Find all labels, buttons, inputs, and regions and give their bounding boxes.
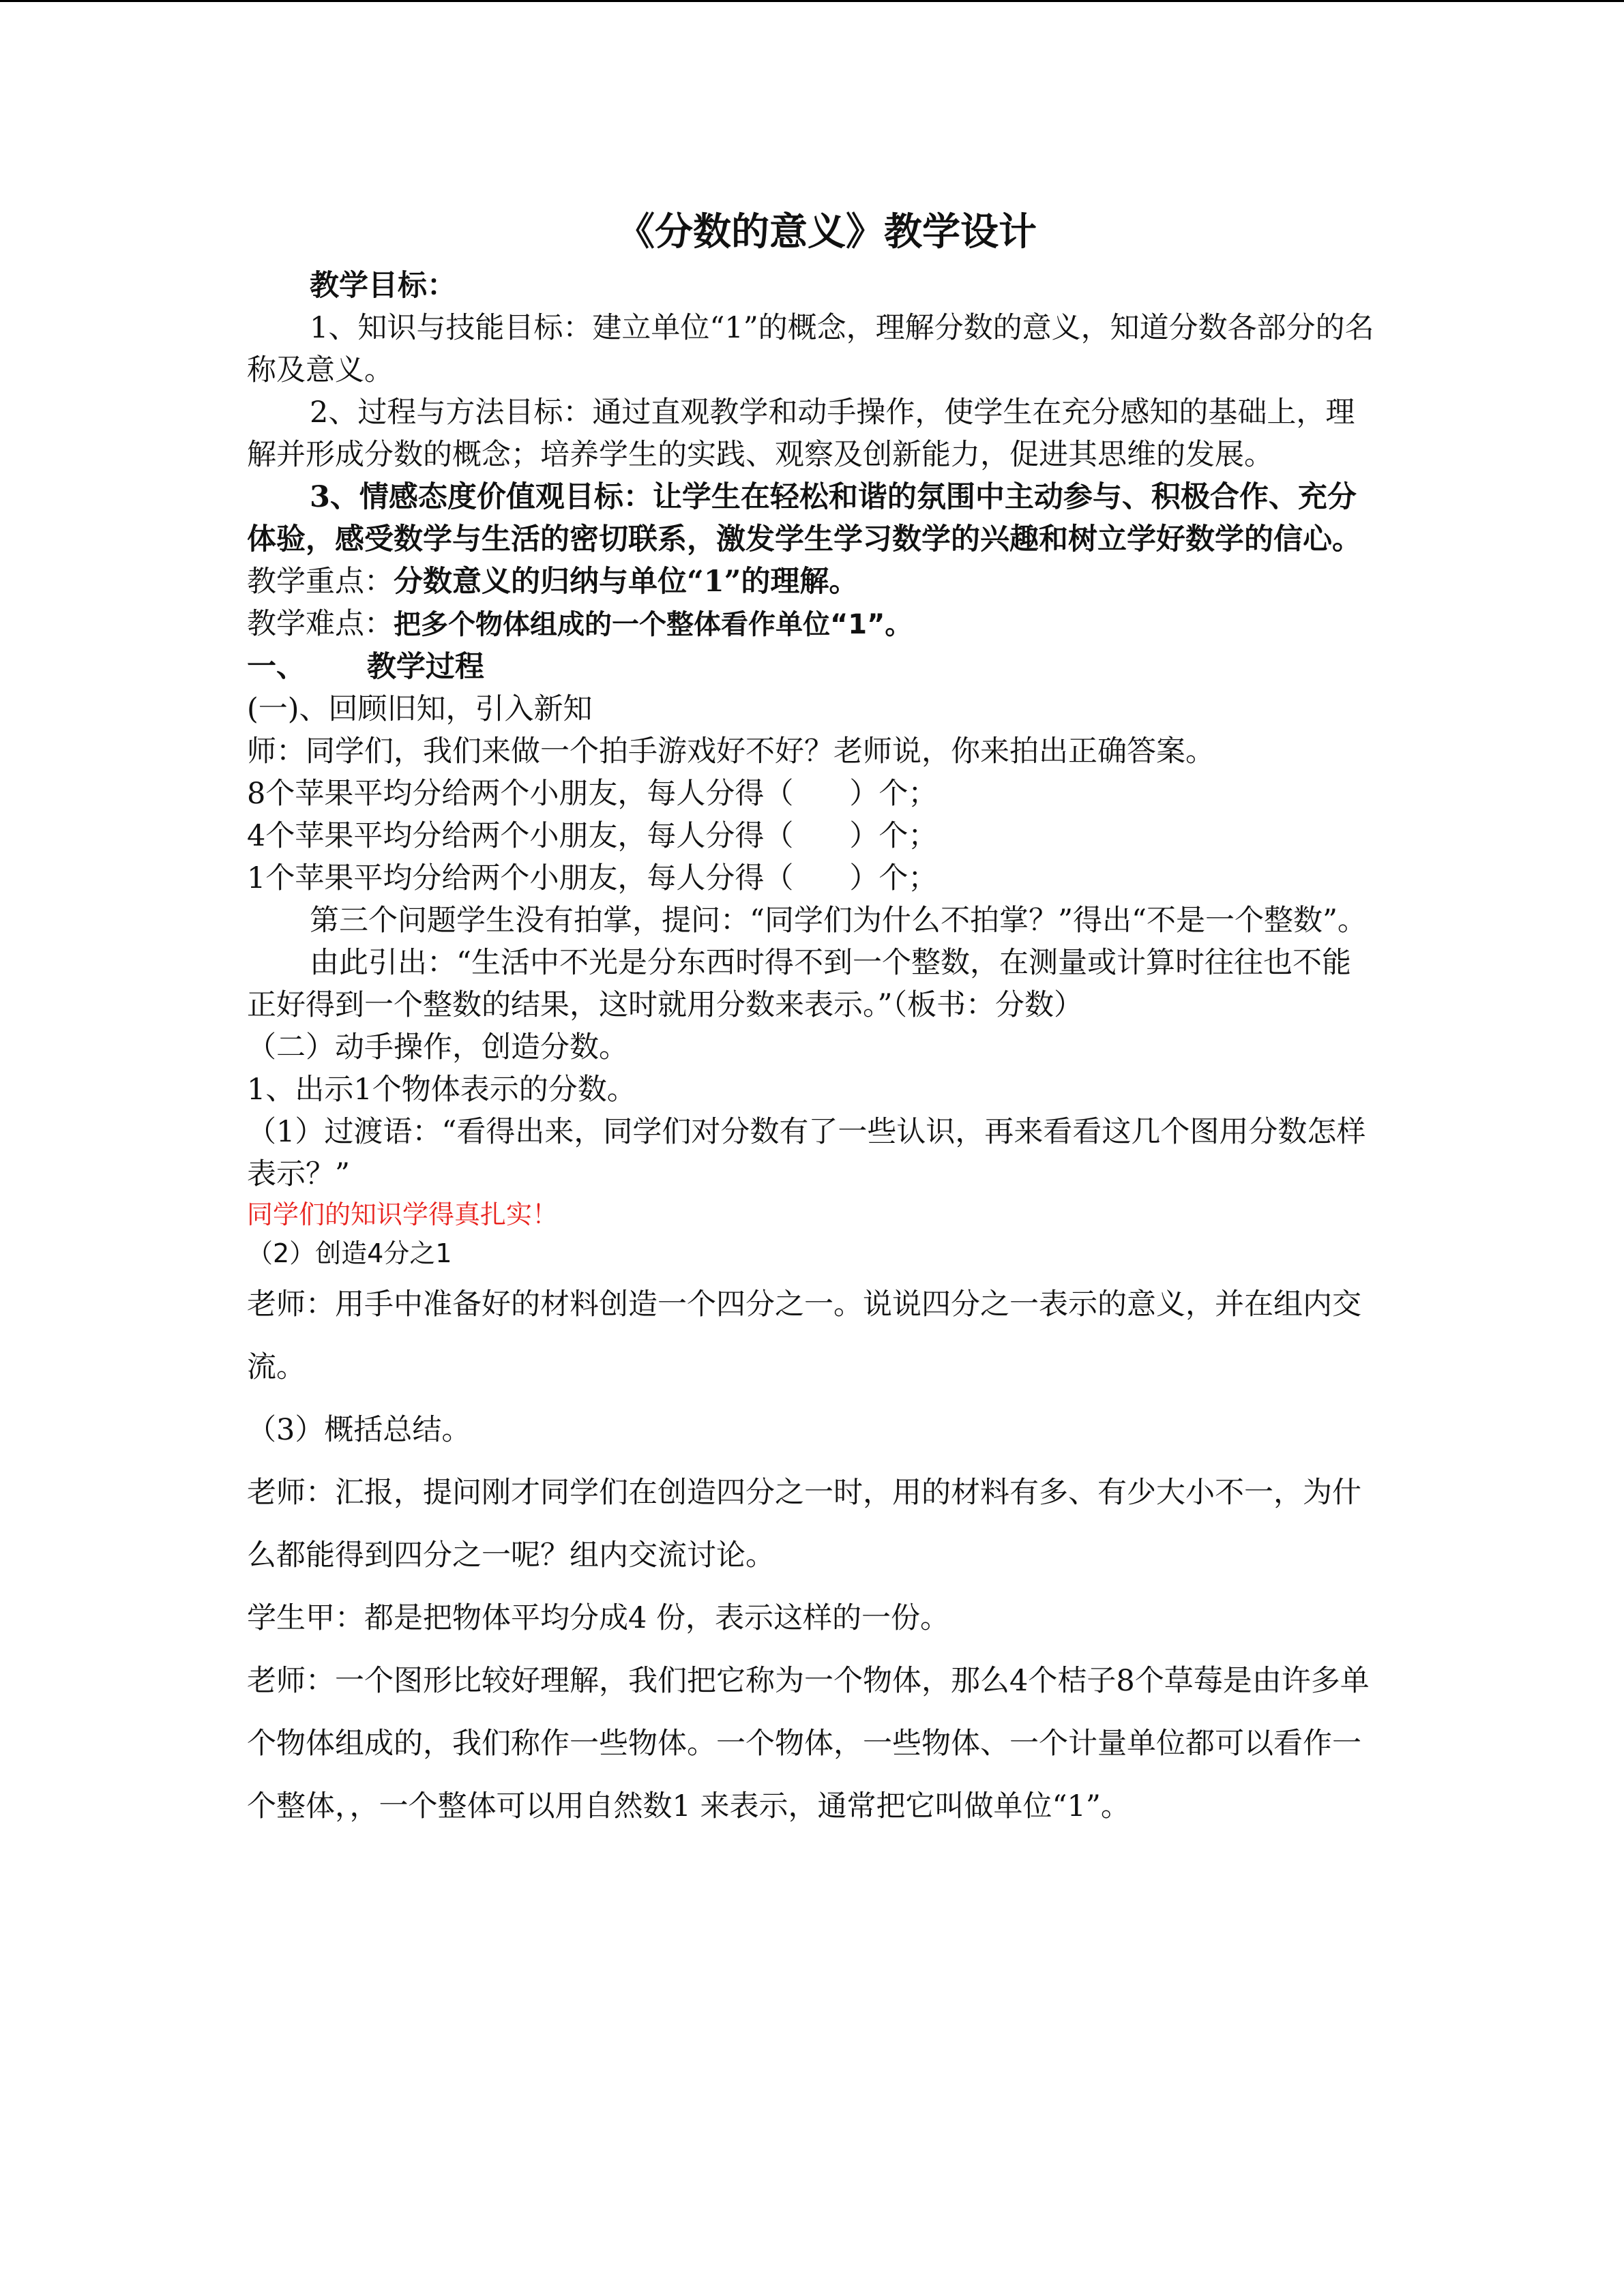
page-top-border: [0, 0, 1624, 2]
question-1: 8个苹果平均分给两个小朋友，每人分得（ ）个；: [247, 777, 938, 811]
create-heading: （2）创造4分之1: [247, 1238, 452, 1268]
objective-1: 1、知识与技能目标：建立单位“1”的概念，理解分数的意义，知道分数各部分的名称及意义。: [247, 311, 1374, 387]
para-third: 第三个问题学生没有拍掌，提问：“同学们为什么不拍掌？”得出“不是一个整数”。: [310, 904, 1367, 938]
teacher-create: 老师：用手中准备好的材料创造一个四分之一。说说四分之一表示的意义，并在组内交流。: [247, 1287, 1361, 1384]
part2-heading: （二）动手操作，创造分数。: [247, 1030, 628, 1064]
part1-heading: (一)、回顾旧知，引入新知: [247, 692, 593, 726]
praise-text: 同学们的知识学得真扎实！: [247, 1199, 559, 1229]
summary-heading: （3）概括总结。: [247, 1413, 471, 1447]
student-a: 学生甲：都是把物体平均分成4 份，表示这样的一份。: [247, 1601, 950, 1635]
difficulty-text: 把多个物体组成的一个整体看作单位“1”。: [394, 609, 913, 640]
key-point: [247, 561, 1379, 603]
item-1: 1、出示1个物体表示的分数。: [247, 1073, 636, 1107]
transition: （1）过渡语：“看得出来，同学们对分数有了一些认识，再来看看这几个图用分数怎样表示？”: [247, 1115, 1366, 1191]
process-heading: 一、 教学过程: [247, 650, 484, 684]
key-point-label: 教学重点：: [247, 565, 394, 599]
key-point-text: 分数意义的归纳与单位“1”的理解。: [394, 565, 859, 599]
document-page: [247, 205, 1379, 1838]
teacher-report: 老师：汇报，提问刚才同学们在创造四分之一时，用的材料有多、有少大小不一，为什么都能得到四分之一呢？组内交流讨论。: [247, 1476, 1361, 1572]
objective-3: 3、情感态度价值观目标：让学生在轻松和谐的氛围中主动参与、积极合作、充分体验，感受数学与生活的密切联系，激发学生学习数学的兴趣和树立学好数学的信心。: [247, 480, 1361, 556]
teacher-unit: 老师：一个图形比较好理解，我们把它称为一个物体，那么4个桔子8个草莓是由许多单个物体组成的，我们称作一些物体。一个物体，一些物体、一个计量单位都可以看作一个整体，，一个整体可以用自然数1 来表示，通常把它叫做单位“1”。: [247, 1664, 1370, 1823]
objective-2: 2、过程与方法目标：通过直观教学和动手操作，使学生在充分感知的基础上，理解并形成分数的概念；培养学生的实践、观察及创新能力，促进其思维的发展。: [247, 396, 1355, 472]
difficulty-label: 教学难点：: [247, 607, 394, 641]
question-3: 1个苹果平均分给两个小朋友，每人分得（ ）个；: [247, 861, 938, 895]
difficulty: [247, 603, 1379, 646]
objectives-heading: 教学目标：: [310, 269, 456, 303]
question-2: 4个苹果平均分给两个小朋友，每人分得（ ）个；: [247, 819, 938, 853]
para-lead: 由此引出：“生活中不光是分东西时得不到一个整数，在测量或计算时往往也不能正好得到一个整数的结果，这时就用分数来表示。”（板书：分数）: [247, 946, 1351, 1022]
page-title: 《分数的意义》教学设计: [617, 209, 1037, 254]
teacher-intro: 师：同学们，我们来做一个拍手游戏好不好？老师说，你来拍出正确答案。: [247, 734, 1215, 769]
